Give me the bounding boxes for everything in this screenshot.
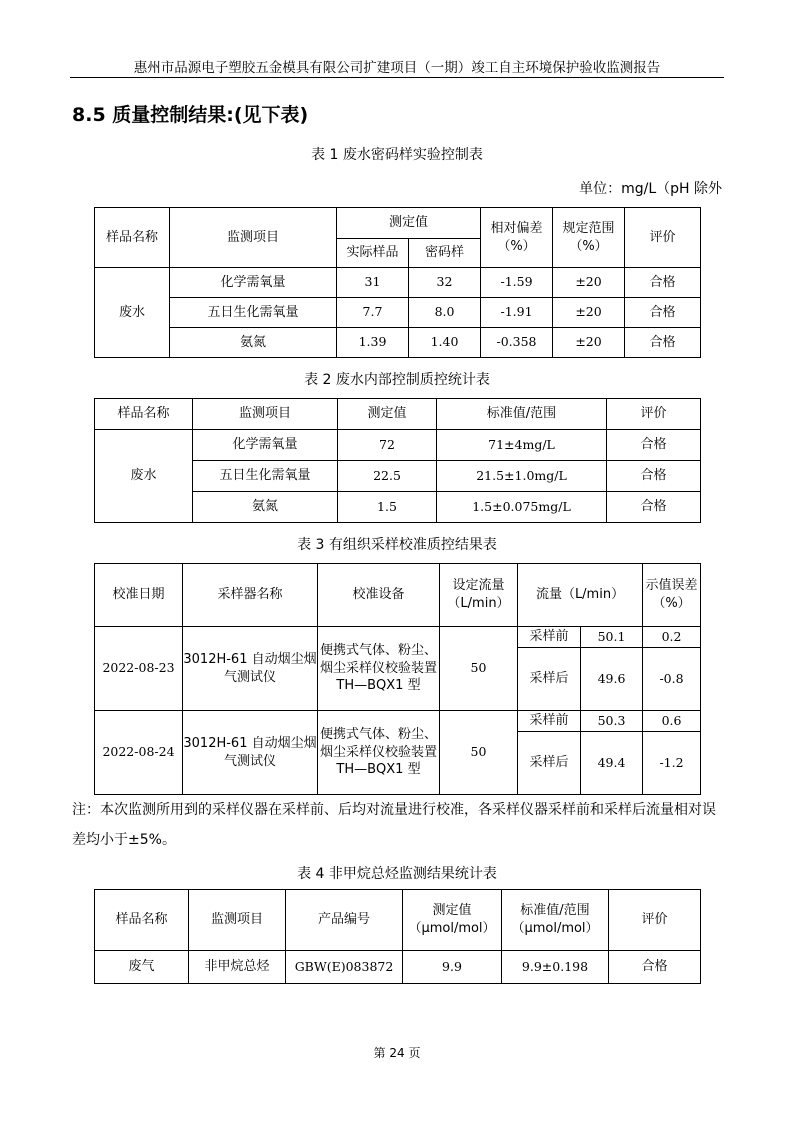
table1-coded: 1.40 [409, 328, 481, 358]
table1-header-sample-name: 样品名称 [95, 208, 170, 268]
table-row [95, 951, 701, 984]
table4-header-measured: 测定值（μmol/mol） [403, 890, 502, 951]
table2-header-eval: 评价 [607, 399, 701, 430]
table2-header-measured: 测定值 [338, 399, 437, 430]
table1-item: 五日生化需氧量 [170, 298, 337, 328]
table3-set-flow: 50 [440, 711, 518, 795]
table3-after-error: -0.8 [643, 648, 701, 711]
table3-caption: 表 3 有组织采样校准质控结果表 [297, 537, 497, 553]
table4-header-sample-name: 样品名称 [95, 890, 189, 951]
table4-caption: 表 4 非甲烷总烃监测结果统计表 [297, 866, 497, 882]
table1-header-item: 监测项目 [170, 208, 337, 268]
table1-header-eval: 评价 [625, 208, 701, 268]
table1-eval: 合格 [625, 268, 701, 298]
table1-actual: 1.39 [337, 328, 409, 358]
table1-rel-dev: -0.358 [481, 328, 553, 358]
table3-after-label: 采样后 [518, 648, 581, 711]
table3 [94, 563, 701, 795]
table3-header-date: 校准日期 [95, 564, 183, 627]
table2-measured: 1.5 [338, 492, 437, 523]
table-row [95, 430, 701, 461]
table3-before-flow: 50.3 [581, 711, 643, 732]
table1-item: 化学需氧量 [170, 268, 337, 298]
table1-rel-dev: -1.91 [481, 298, 553, 328]
table3-before-error: 0.2 [643, 627, 701, 648]
table1-unit: 单位：mg/L（pH 除外 [579, 181, 722, 197]
table-row [95, 711, 701, 732]
table1-caption: 表 1 废水密码样实验控制表 [311, 147, 483, 163]
table4-product-no: GBW(E)083872 [286, 951, 403, 984]
table1-sample: 废水 [95, 268, 170, 358]
table2-sample: 废水 [95, 430, 193, 523]
table3-after-flow: 49.4 [581, 732, 643, 795]
table4-measured: 9.9 [403, 951, 502, 984]
table1-header-measured: 测定值 [337, 208, 481, 239]
running-header: 惠州市品源电子塑胶五金模具有限公司扩建项目（一期）竣工自主环境保护验收监测报告 [133, 60, 661, 76]
table3-device: 便携式气体、粉尘、烟尘采样仪校验装置 TH—BQX1 型 [318, 627, 440, 711]
table1-coded: 8.0 [409, 298, 481, 328]
table4-header-standard: 标准值/范围（μmol/mol） [502, 890, 609, 951]
table3-after-label: 采样后 [518, 732, 581, 795]
page-number: 第 24 页 [373, 1046, 421, 1060]
table3-before-error: 0.6 [643, 711, 701, 732]
table3-before-label: 采样前 [518, 627, 581, 648]
table3-device: 便携式气体、粉尘、烟尘采样仪校验装置 TH—BQX1 型 [318, 711, 440, 795]
table1-coded: 32 [409, 268, 481, 298]
table2-header-standard: 标准值/范围 [437, 399, 607, 430]
table1-rel-dev: -1.59 [481, 268, 553, 298]
table3-header-set-flow: 设定流量（L/min） [440, 564, 518, 627]
table2-item: 化学需氧量 [193, 430, 338, 461]
table3-header-sampler: 采样器名称 [183, 564, 318, 627]
table3-date: 2022-08-24 [95, 711, 183, 795]
table3-sampler: 3012H-61 自动烟尘烟气测试仪 [183, 711, 318, 795]
table2-item: 五日生化需氧量 [193, 461, 338, 492]
table3-header-device: 校准设备 [318, 564, 440, 627]
table4-header-eval: 评价 [609, 890, 701, 951]
table1-actual: 7.7 [337, 298, 409, 328]
table1-actual: 31 [337, 268, 409, 298]
table1-range: ±20 [553, 268, 625, 298]
table1-range: ±20 [553, 328, 625, 358]
table2-header-item: 监测项目 [193, 399, 338, 430]
table2-standard: 71±4mg/L [437, 430, 607, 461]
table2-item: 氨氮 [193, 492, 338, 523]
section-title: 8.5 质量控制结果:(见下表) [72, 104, 309, 126]
table2-eval: 合格 [607, 430, 701, 461]
header-rule [70, 77, 724, 78]
table1-eval: 合格 [625, 298, 701, 328]
table4-item: 非甲烷总烃 [189, 951, 286, 984]
table3-after-flow: 49.6 [581, 648, 643, 711]
table2-eval: 合格 [607, 461, 701, 492]
table4-header-product-no: 产品编号 [286, 890, 403, 951]
table4-header-item: 监测项目 [189, 890, 286, 951]
table3-after-error: -1.2 [643, 732, 701, 795]
table3-before-flow: 50.1 [581, 627, 643, 648]
table-row [95, 298, 701, 328]
table1-header-coded: 密码样 [409, 239, 481, 268]
table4 [94, 889, 701, 984]
table1-header-range: 规定范围（%） [553, 208, 625, 268]
table3-note: 注：本次监测所用到的采样仪器在采样前、后均对流量进行校准，各采样仪器采样前和采样后流量相对误差均小于±5%。 [72, 802, 716, 848]
table3-sampler: 3012H-61 自动烟尘烟气测试仪 [183, 627, 318, 711]
table2-standard: 1.5±0.075mg/L [437, 492, 607, 523]
table-row [95, 268, 701, 298]
table1-item: 氨氮 [170, 328, 337, 358]
table4-eval: 合格 [609, 951, 701, 984]
table3-header-flow: 流量（L/min） [518, 564, 643, 627]
table4-standard: 9.9±0.198 [502, 951, 609, 984]
table-row [95, 627, 701, 648]
table4-sample: 废气 [95, 951, 189, 984]
table2 [94, 398, 701, 523]
table2-measured: 72 [338, 430, 437, 461]
table1-eval: 合格 [625, 328, 701, 358]
table3-date: 2022-08-23 [95, 627, 183, 711]
table2-eval: 合格 [607, 492, 701, 523]
table-row [95, 328, 701, 358]
table1-header-rel-dev: 相对偏差（%） [481, 208, 553, 268]
table3-header-error: 示值误差（%） [643, 564, 701, 627]
table2-measured: 22.5 [338, 461, 437, 492]
table2-header-sample-name: 样品名称 [95, 399, 193, 430]
table1-header-actual: 实际样品 [337, 239, 409, 268]
table1 [94, 207, 701, 358]
table1-range: ±20 [553, 298, 625, 328]
table2-standard: 21.5±1.0mg/L [437, 461, 607, 492]
table2-caption: 表 2 废水内部控制质控统计表 [304, 372, 490, 388]
table3-set-flow: 50 [440, 627, 518, 711]
table3-before-label: 采样前 [518, 711, 581, 732]
